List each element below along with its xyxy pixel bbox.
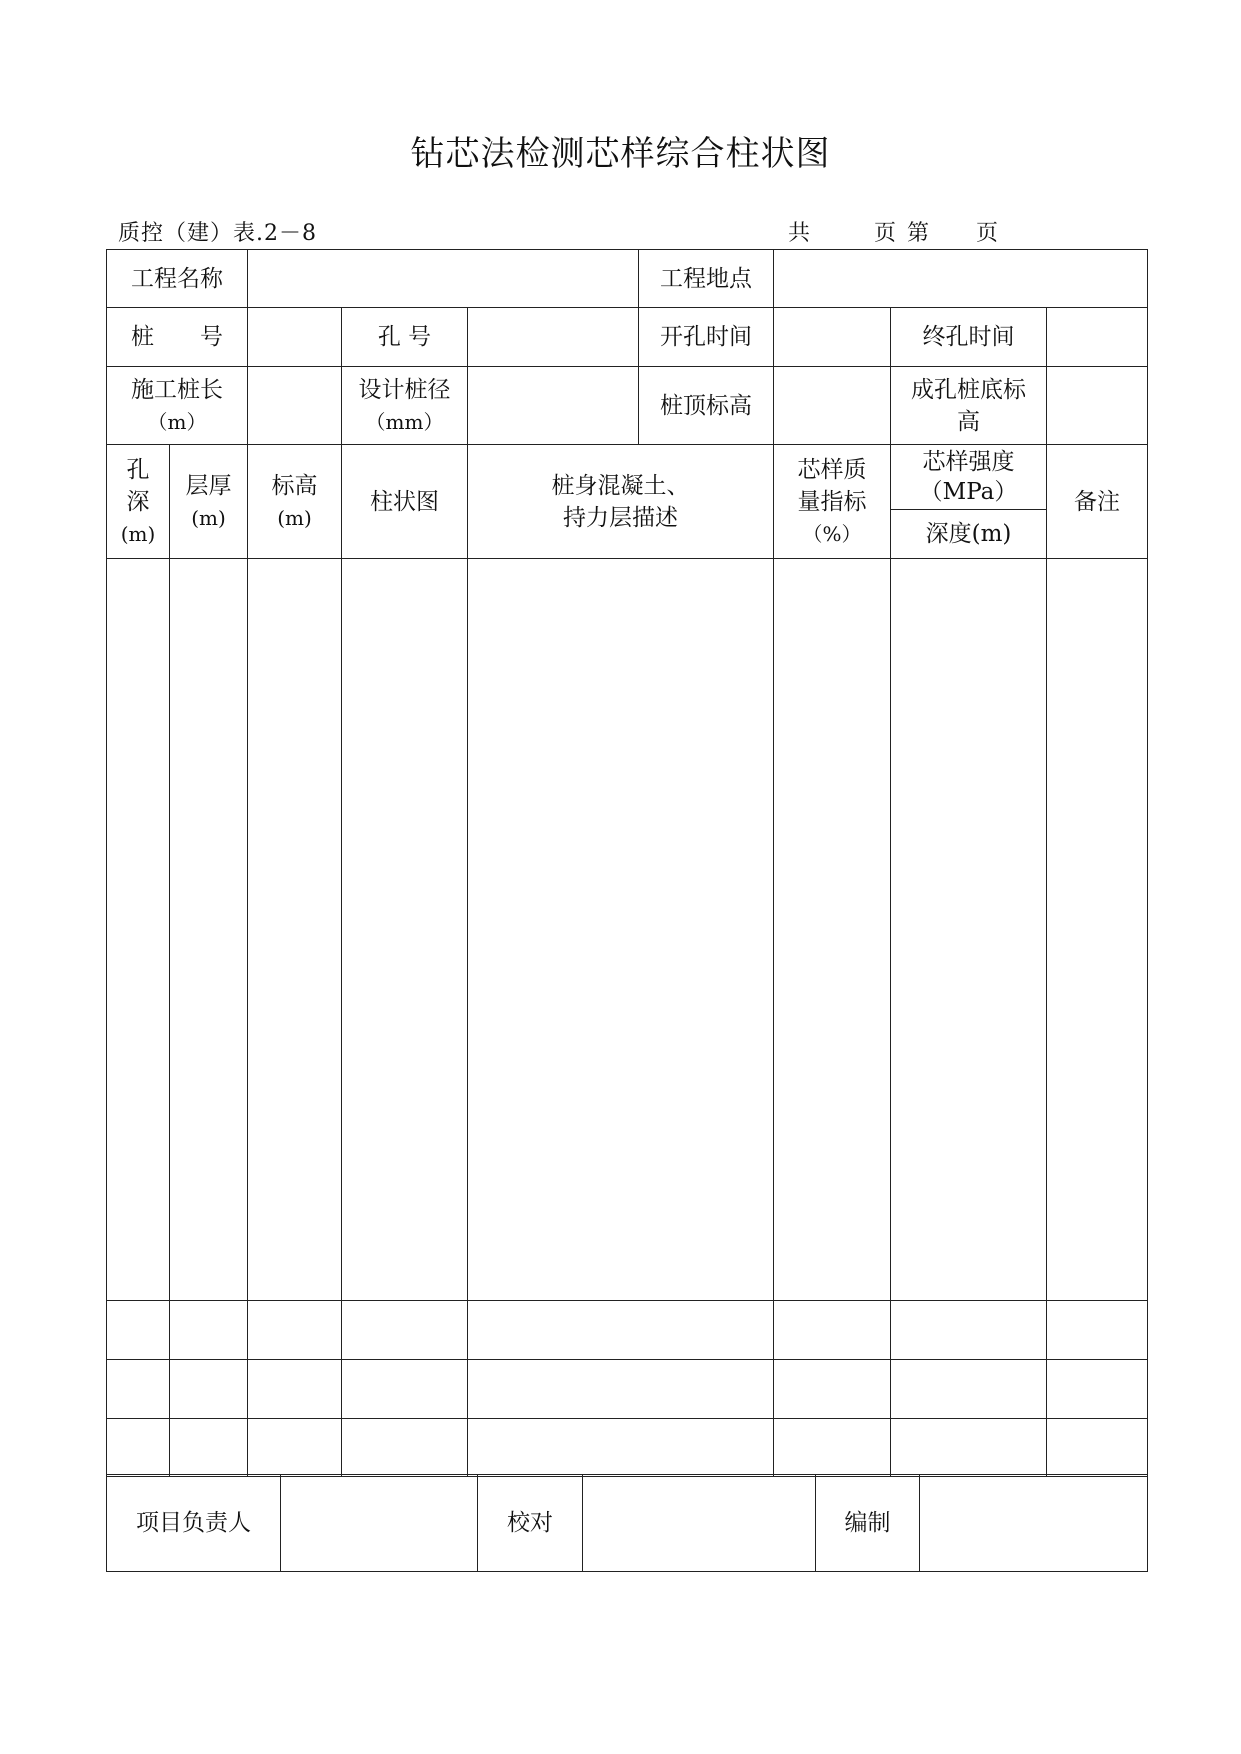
- cell-core-strength[interactable]: [891, 1301, 1047, 1360]
- cell-core-strength[interactable]: [891, 559, 1047, 1301]
- col-elevation-unit: (m): [277, 505, 312, 530]
- core-strength-text: 芯样强度: [922, 448, 1015, 475]
- cell-hole-depth[interactable]: [107, 1301, 170, 1360]
- col-hole-depth-unit: (m): [120, 521, 156, 546]
- cell-hole-depth[interactable]: [107, 559, 170, 1301]
- input-compiler-signature[interactable]: [920, 1475, 1148, 1572]
- input-pile-no[interactable]: [248, 308, 342, 367]
- data-row: [107, 1419, 1148, 1477]
- cell-layer-thickness[interactable]: [170, 1419, 248, 1477]
- cell-description[interactable]: [468, 1360, 774, 1419]
- pager-page-unit: 页: [874, 221, 897, 246]
- input-pile-bottom-elevation[interactable]: [1047, 367, 1148, 445]
- label-project-name: 工程名称: [107, 250, 248, 308]
- cell-core-strength[interactable]: [891, 1360, 1047, 1419]
- label-project-location: 工程地点: [639, 250, 774, 308]
- core-strength-label: [891, 445, 1046, 509]
- col-description: [468, 445, 774, 559]
- cell-core-quality[interactable]: [774, 1419, 891, 1477]
- label-pile-bottom-elevation-line1: 成孔桩底标: [911, 376, 1027, 403]
- signature-row: [107, 1475, 1148, 1572]
- cell-hole-depth[interactable]: [107, 1419, 170, 1477]
- input-pile-length[interactable]: [248, 367, 342, 445]
- cell-layer-thickness[interactable]: [170, 1360, 248, 1419]
- row-pile-dimensions: [107, 367, 1148, 445]
- pager-nth: 第: [907, 221, 930, 246]
- cell-column-chart[interactable]: [342, 1301, 468, 1360]
- label-hole-no: 孔 号: [342, 308, 468, 367]
- cell-elevation[interactable]: [248, 1419, 342, 1477]
- cell-layer-thickness[interactable]: [170, 559, 248, 1301]
- data-row-main: [107, 559, 1148, 1301]
- label-pile-bottom-elevation-line2: 高: [957, 408, 981, 435]
- col-hole-depth-line2: 深: [126, 488, 150, 515]
- col-layer-thickness-unit: (m): [191, 505, 226, 530]
- label-pile-length-text: 施工桩长: [131, 376, 223, 403]
- cell-elevation[interactable]: [248, 1301, 342, 1360]
- label-design-diameter-unit: （mm）: [365, 409, 444, 434]
- col-core-strength: [891, 445, 1047, 559]
- input-hole-no[interactable]: [468, 308, 639, 367]
- label-end-time: 终孔时间: [891, 308, 1047, 367]
- col-hole-depth: [107, 445, 170, 559]
- main-form-table: [106, 249, 1148, 1477]
- cell-elevation[interactable]: [248, 559, 342, 1301]
- cell-core-quality[interactable]: [774, 1301, 891, 1360]
- cell-layer-thickness[interactable]: [170, 1301, 248, 1360]
- col-layer-thickness-text: 层厚: [185, 472, 232, 499]
- row-column-headers: [107, 445, 1148, 559]
- col-description-line1: 桩身混凝土、: [551, 472, 690, 499]
- cell-description[interactable]: [468, 1419, 774, 1477]
- label-start-time: 开孔时间: [639, 308, 774, 367]
- col-remarks: 备注: [1047, 445, 1148, 559]
- label-pile-bottom-elevation: [891, 367, 1047, 445]
- col-core-quality-line2: 量指标: [797, 488, 867, 515]
- label-checker: 校对: [478, 1475, 583, 1572]
- cell-description[interactable]: [468, 559, 774, 1301]
- label-pile-top-elevation: 桩顶标高: [639, 367, 774, 445]
- input-start-time[interactable]: [774, 308, 891, 367]
- col-column-chart: 柱状图: [342, 445, 468, 559]
- core-depth-label: 深度(m): [925, 520, 1012, 547]
- page-title: 钻芯法检测芯样综合柱状图: [410, 134, 831, 174]
- cell-column-chart[interactable]: [342, 559, 468, 1301]
- cell-core-quality[interactable]: [774, 559, 891, 1301]
- cell-core-strength[interactable]: [891, 1419, 1047, 1477]
- label-design-diameter: [342, 367, 468, 445]
- core-strength-unit: （MPa）: [919, 478, 1018, 505]
- cell-description[interactable]: [468, 1301, 774, 1360]
- cell-core-quality[interactable]: [774, 1360, 891, 1419]
- col-layer-thickness: [170, 445, 248, 559]
- cell-remarks[interactable]: [1047, 559, 1148, 1301]
- pager-total: 共: [788, 221, 811, 246]
- label-pile-length-unit: （m）: [147, 409, 207, 434]
- cell-column-chart[interactable]: [342, 1419, 468, 1477]
- col-core-quality: [774, 445, 891, 559]
- cell-remarks[interactable]: [1047, 1419, 1148, 1477]
- col-description-line2: 持力层描述: [563, 504, 678, 531]
- core-strength-split: [891, 445, 1046, 558]
- label-compiler: 编制: [816, 1475, 920, 1572]
- col-elevation-text: 标高: [271, 472, 318, 499]
- cell-hole-depth[interactable]: [107, 1360, 170, 1419]
- core-strength-upper: [891, 445, 1046, 509]
- form-number: 质控（建）表.2－8: [118, 221, 317, 246]
- input-checker-signature[interactable]: [583, 1475, 816, 1572]
- cell-remarks[interactable]: [1047, 1360, 1148, 1419]
- pager-page-unit-2: 页: [976, 221, 999, 246]
- input-project-manager-signature[interactable]: [281, 1475, 478, 1572]
- input-end-time[interactable]: [1047, 308, 1148, 367]
- col-hole-depth-line1: 孔: [126, 456, 150, 483]
- signature-table: [106, 1474, 1148, 1572]
- label-pile-no: 桩 号: [107, 308, 248, 367]
- label-project-manager: 项目负责人: [107, 1475, 281, 1572]
- input-design-diameter[interactable]: [468, 367, 639, 445]
- col-core-quality-line1: 芯样质: [797, 456, 867, 483]
- cell-remarks[interactable]: [1047, 1301, 1148, 1360]
- cell-elevation[interactable]: [248, 1360, 342, 1419]
- data-row: [107, 1360, 1148, 1419]
- col-elevation: [248, 445, 342, 559]
- input-pile-top-elevation[interactable]: [774, 367, 891, 445]
- data-row: [107, 1301, 1148, 1360]
- label-pile-length: [107, 367, 248, 445]
- row-pile-info: [107, 308, 1148, 367]
- label-design-diameter-text: 设计桩径: [358, 376, 451, 403]
- col-core-quality-unit: （%）: [802, 521, 862, 546]
- cell-column-chart[interactable]: [342, 1360, 468, 1419]
- input-project-name[interactable]: [248, 250, 639, 308]
- row-project: [107, 250, 1148, 308]
- core-strength-lower: [891, 509, 1046, 558]
- input-project-location[interactable]: [774, 250, 1148, 308]
